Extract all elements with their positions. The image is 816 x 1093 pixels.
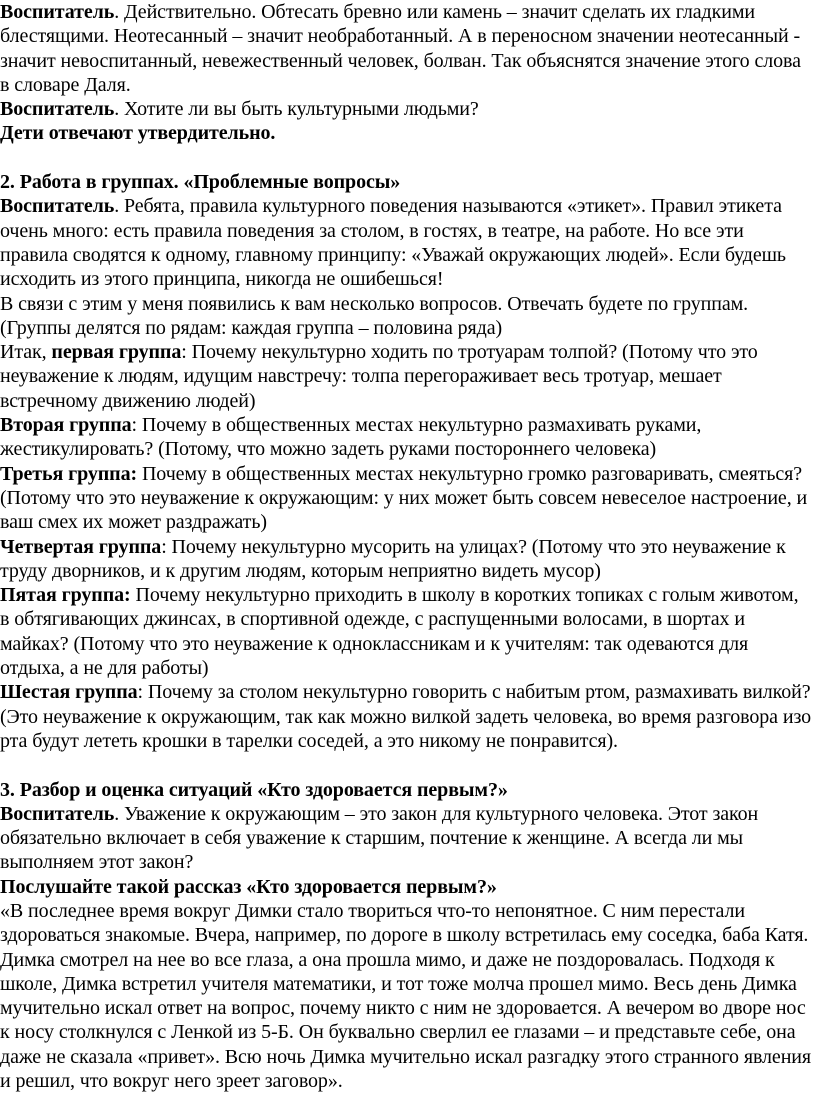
paragraph-text: . Хотите ли вы быть культурными людьми? — [114, 98, 479, 121]
speaker-label: Воспитатель — [0, 98, 115, 121]
paragraph-1 — [0, 0, 812, 97]
story-paragraph: «В последнее время вокруг Димки стало твориться что-то непонятное. С ним перестали здороваться знакомые. Вчера, например, по дороге в школу встретилась ему соседка, баба Катя. Димка смотрел на нее во все глаза, а она прошла мимо, и даже не поздоровалась. Подходя к школе, Димка встретил учителя математики, и тот тоже молча прошел мимо. Весь день Димка мучительно искал ответ на вопрос, почему никто с ним не здоровается. А вечером во дворе нос к носу столкнулся с Ленкой из 5-Б. Он буквально сверлил ее глазами – и представьте себе, она даже не сказала «привет». Всю ночь Димка мучительно искал разгадку этого странного явления и решил, что вокруг него зреет заговор». — [0, 899, 812, 1093]
group-4-question — [0, 535, 812, 584]
speaker-label: Воспитатель — [0, 1, 115, 23]
paragraph-text: . Действительно. Обтесать бревно или камень – значит сделать их гладкими блестящими. Неотесанный – значит необработанный. А в переносном значении неотесанный - значит невоспитанный, невежественный человек, болван. Так объяснятся значение этого слова в словаре Даля. — [0, 1, 801, 96]
blank-line — [0, 753, 812, 777]
group-label: Четвертая группа — [0, 535, 162, 558]
group-text: : Почему некультурно мусорить на улицах? (Потому что это неуважение к труду дворников, и к другим людям, которым неприятно видеть мусор) — [0, 535, 786, 582]
group-text: Почему в общественных местах некультурно громко разговаривать, смеяться? (Потому что это неуважение к окружающим: у них может быть совсем невеселое настроение, и ваш смех их может раздражать) — [0, 462, 808, 534]
paragraph-text: . Ребята, правила культурного поведения называются «этикет». Правил этикета очень много: есть правила поведения за столом, в гостях, в театре, на работе. Но все эти правила сводятся к одному, главному принципу: «Уважай окружающих людей». Если будешь исходить из этого принципа, никогда не ошибешься! — [0, 195, 786, 291]
group-3-question — [0, 462, 812, 535]
heading-text: 2. Работа в группах. «Проблемные вопросы» — [0, 171, 401, 194]
paragraph-2 — [0, 97, 812, 121]
group-2-question — [0, 413, 812, 462]
group-label: Вторая группа — [0, 414, 132, 437]
group-prefix: Итак, — [0, 341, 52, 364]
group-text: : Почему некультурно ходить по тротуарам толпой? (Потому что это неуважение к людям, идущим навстречу: толпа перегораживает весь тротуар, мешает встречному движению людей) — [0, 341, 758, 412]
paragraph-4 — [0, 194, 812, 291]
bold-line: Дети отвечают утвердительно. — [0, 122, 276, 145]
paragraph-6 — [0, 802, 812, 875]
paragraph-5: В связи с этим у меня появились к вам несколько вопросов. Отвечать будете по группам. (Группы делятся по рядам: каждая группа – половина ряда) — [0, 292, 749, 339]
group-text: : Почему в общественных местах некультурно размахивать руками, жестикулировать? (Потому, что можно задеть руками постороннего человека) — [0, 414, 702, 461]
group-label: Шестая группа — [0, 681, 138, 704]
group-text: : Почему за столом некультурно говорить с набитым ртом, размахивать вилкой? (Это неуважение к окружающим, так как можно вилкой задеть человека, во время разговора изо рта будут лететь крошки в тарелки соседей, а это никому не понравится). — [0, 681, 812, 752]
section-heading-2 — [0, 170, 812, 194]
group-6-question — [0, 680, 812, 753]
speaker-label: Воспитатель — [0, 802, 115, 825]
group-label: первая группа — [51, 341, 182, 364]
group-label: Третья группа: — [0, 462, 138, 485]
section-heading-3 — [0, 778, 812, 802]
blank-line — [0, 146, 812, 170]
heading-text: 3. Разбор и оценка ситуаций «Кто здоровается первым?» — [0, 778, 508, 801]
speaker-label: Воспитатель — [0, 195, 115, 218]
group-5-question — [0, 583, 812, 680]
group-label: Пятая группа: — [0, 584, 131, 607]
paragraph-3 — [0, 121, 812, 145]
paragraph-text: . Уважение к окружающим – это закон для культурного человека. Этот закон обязательно включает в себя уважение к старшим, почтение к женщине. А всегда ли мы выполняем этот закон? — [0, 802, 759, 874]
group-1-question — [0, 340, 812, 413]
paragraph-7 — [0, 875, 812, 899]
bold-line: Послушайте такой рассказ «Кто здоровается первым?» — [0, 875, 497, 898]
group-text: Почему некультурно приходить в школу в коротких топиках с голым животом, в обтягивающих джинсах, в спортивной одежде, с распущенными волосами, в шортах и майках? (Потому что это неуважение к одноклассникам и к учителям: так одеваются для отдыха, а не для работы) — [0, 584, 799, 680]
